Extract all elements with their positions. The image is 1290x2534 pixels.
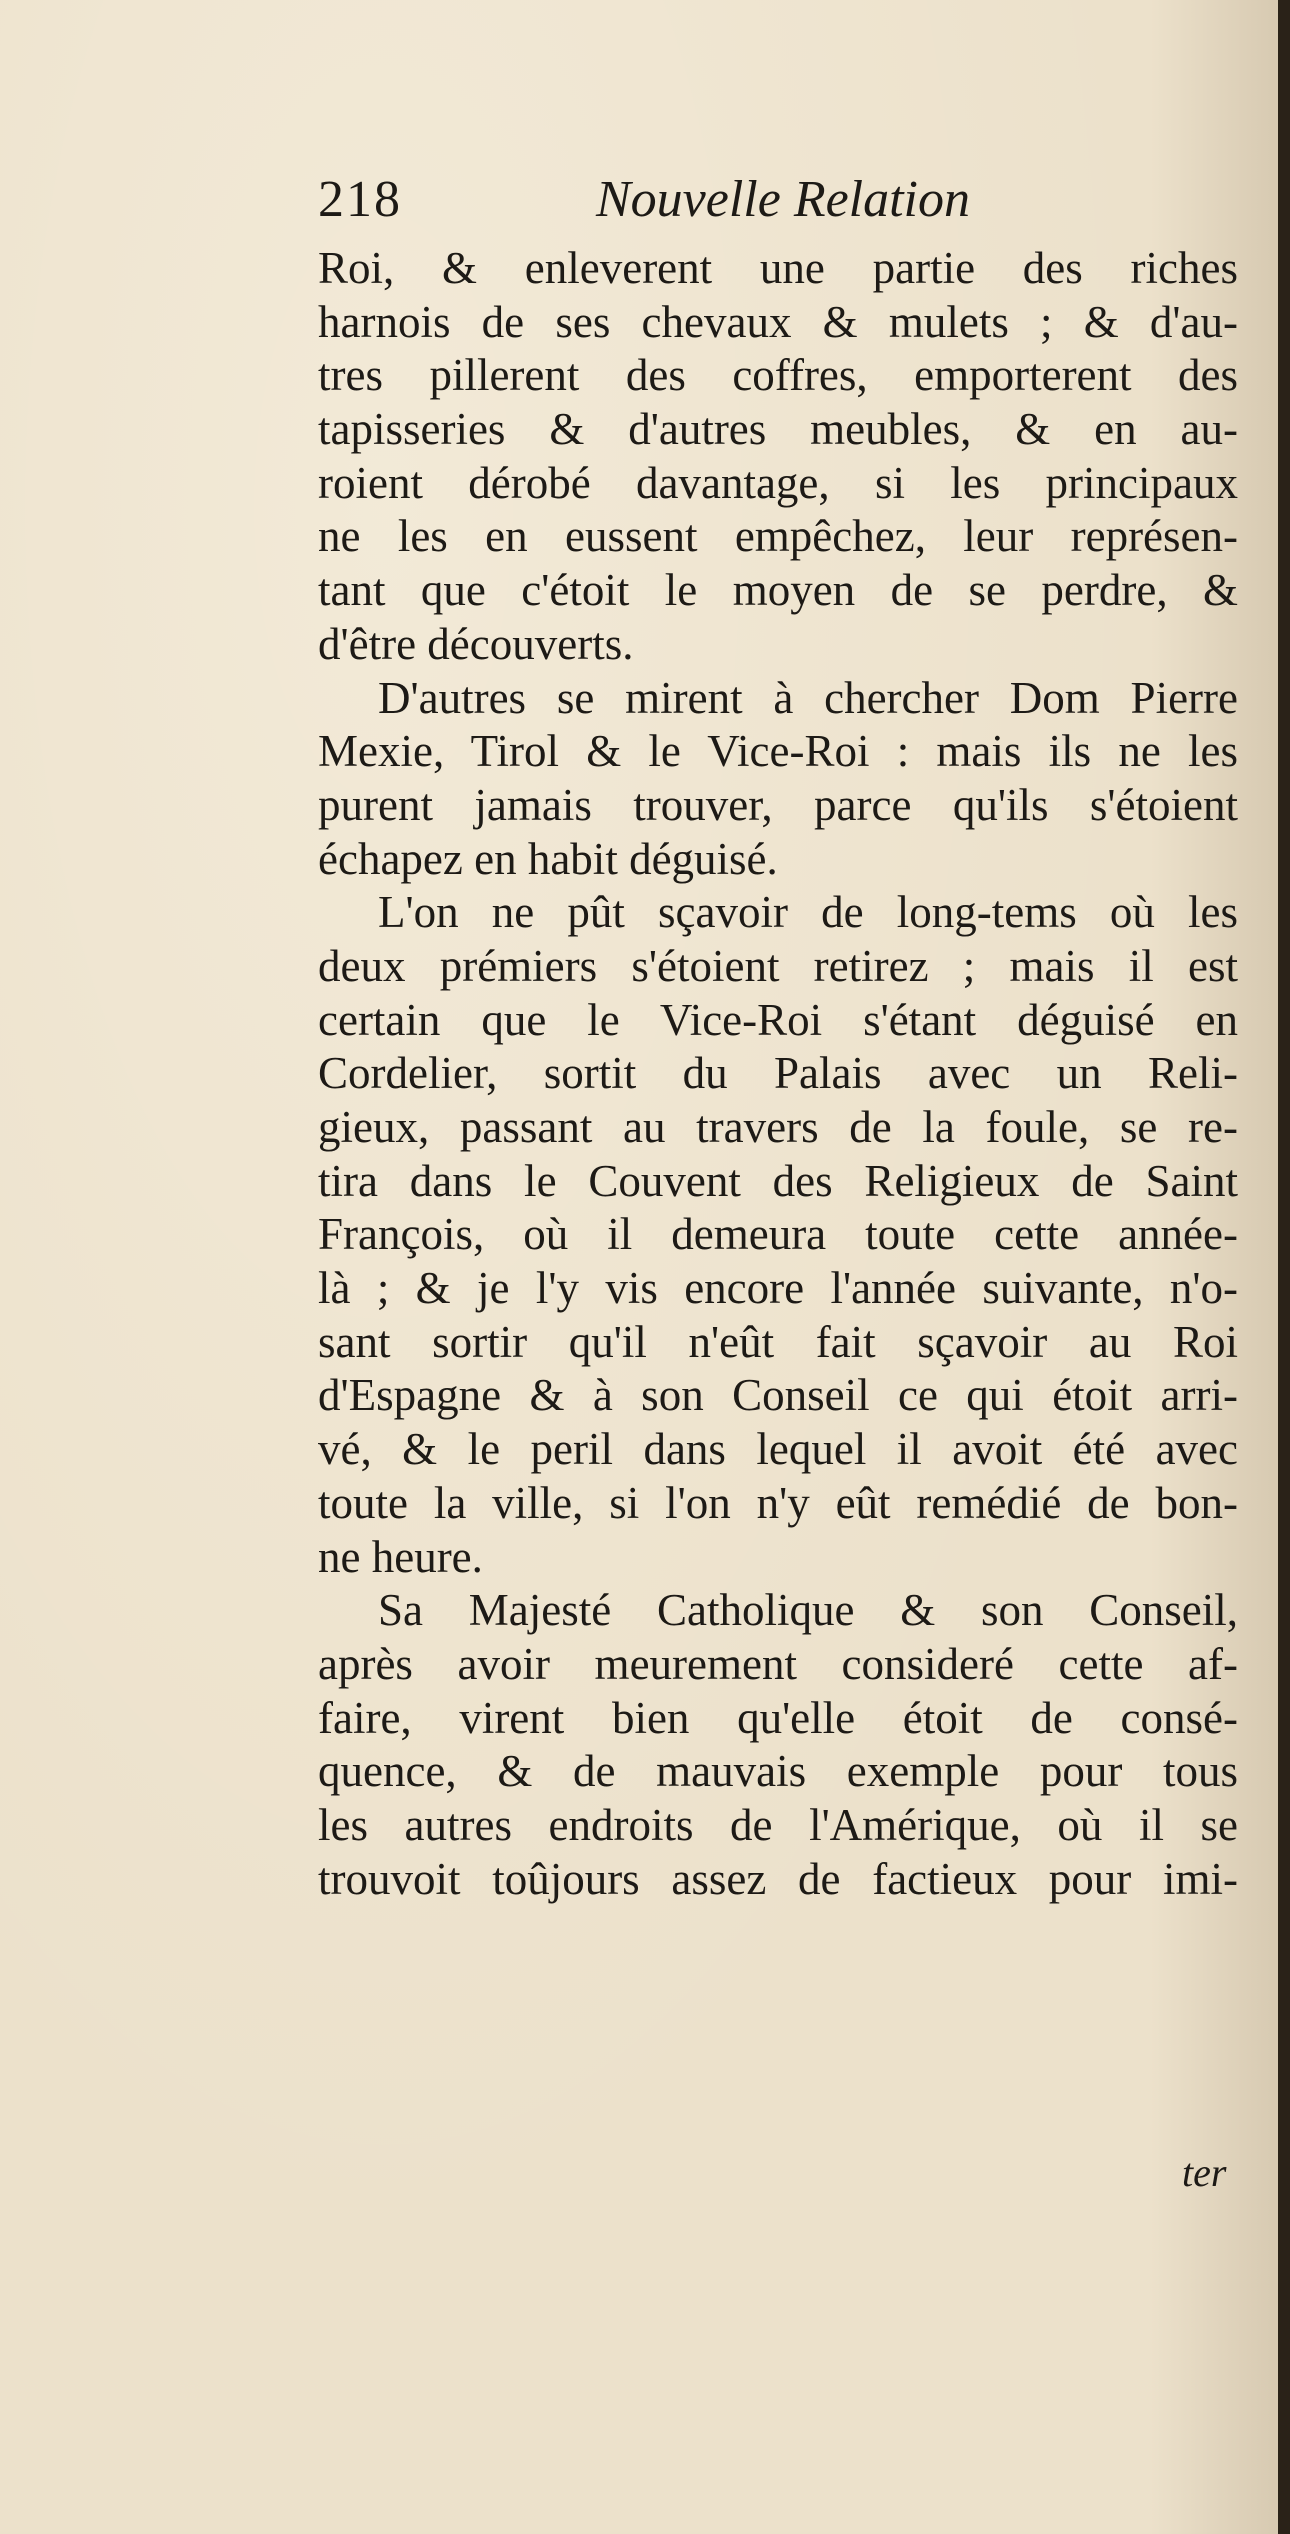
- page-header: [318, 165, 1218, 235]
- text-line: gieux, passant au travers de la foule, se re-: [318, 1102, 1238, 1152]
- running-head: Nouvelle Relation: [596, 171, 971, 228]
- body-text: [318, 242, 1238, 1906]
- page-edge: [1278, 0, 1290, 2534]
- text-line: D'autres se mirent à chercher Dom Pierre: [378, 672, 1238, 723]
- text-line: Cordelier, sortit du Palais avec un Reli-: [318, 1048, 1238, 1099]
- text-line: échapez en habit déguisé.: [318, 833, 778, 884]
- text-line: François, où il demeura toute cette année-: [318, 1209, 1238, 1260]
- text-line: vé, & le peril dans lequel il avoit été avec: [318, 1424, 1238, 1475]
- text-line: deux prémiers s'étoient retirez ; mais il est: [318, 940, 1238, 991]
- text-line: là ; & je l'y vis encore l'année suivante, n'o-: [318, 1263, 1238, 1314]
- text-line: harnois de ses chevaux & mulets ; & d'au-: [318, 296, 1238, 347]
- text-line: après avoir meurement consideré cette af-: [318, 1638, 1238, 1689]
- text-line: tres pillerent des coffres, emporterent des: [318, 350, 1238, 401]
- text-line: toute la ville, si l'on n'y eût remédié de bon-: [318, 1477, 1238, 1528]
- text-line: Mexie, Tirol & le Vice-Roi : mais ils ne les: [318, 726, 1238, 777]
- text-line: d'Espagne & à son Conseil ce qui étoit arri-: [318, 1370, 1238, 1421]
- text-line: tant que c'étoit le moyen de se perdre, &: [318, 565, 1238, 616]
- page-number: 218: [318, 171, 402, 228]
- text-line: certain que le Vice-Roi s'étant déguisé en: [318, 994, 1238, 1045]
- text-line: les autres endroits de l'Amérique, où il se: [318, 1799, 1238, 1850]
- text-line: faire, virent bien qu'elle étoit de consé-: [318, 1692, 1238, 1743]
- text-line: Sa Majesté Catholique & son Conseil,: [378, 1585, 1238, 1636]
- text-line: quence, & de mauvais exemple pour tous: [318, 1746, 1238, 1797]
- text-line: ne les en eussent empêchez, leur représen-: [318, 511, 1238, 562]
- text-line: d'être découverts.: [318, 618, 634, 669]
- text-line: trouvoit toûjours assez de factieux pour imi-: [318, 1853, 1238, 1904]
- text-line: tapisseries & d'autres meubles, & en au-: [318, 404, 1238, 455]
- text-line: tira dans le Couvent des Religieux de Saint: [318, 1155, 1238, 1206]
- catchword: ter: [1182, 2150, 1227, 2195]
- text-line: roient dérobé davantage, si les principaux: [318, 457, 1238, 508]
- text-line: ne heure.: [318, 1531, 483, 1582]
- text-line: L'on ne pût sçavoir de long-tems où les: [378, 887, 1238, 938]
- text-line: Roi, & enleverent une partie des riches: [318, 243, 1238, 293]
- text-line: purent jamais trouver, parce qu'ils s'étoient: [318, 779, 1238, 830]
- text-line: sant sortir qu'il n'eût fait sçavoir au Roi: [318, 1316, 1238, 1367]
